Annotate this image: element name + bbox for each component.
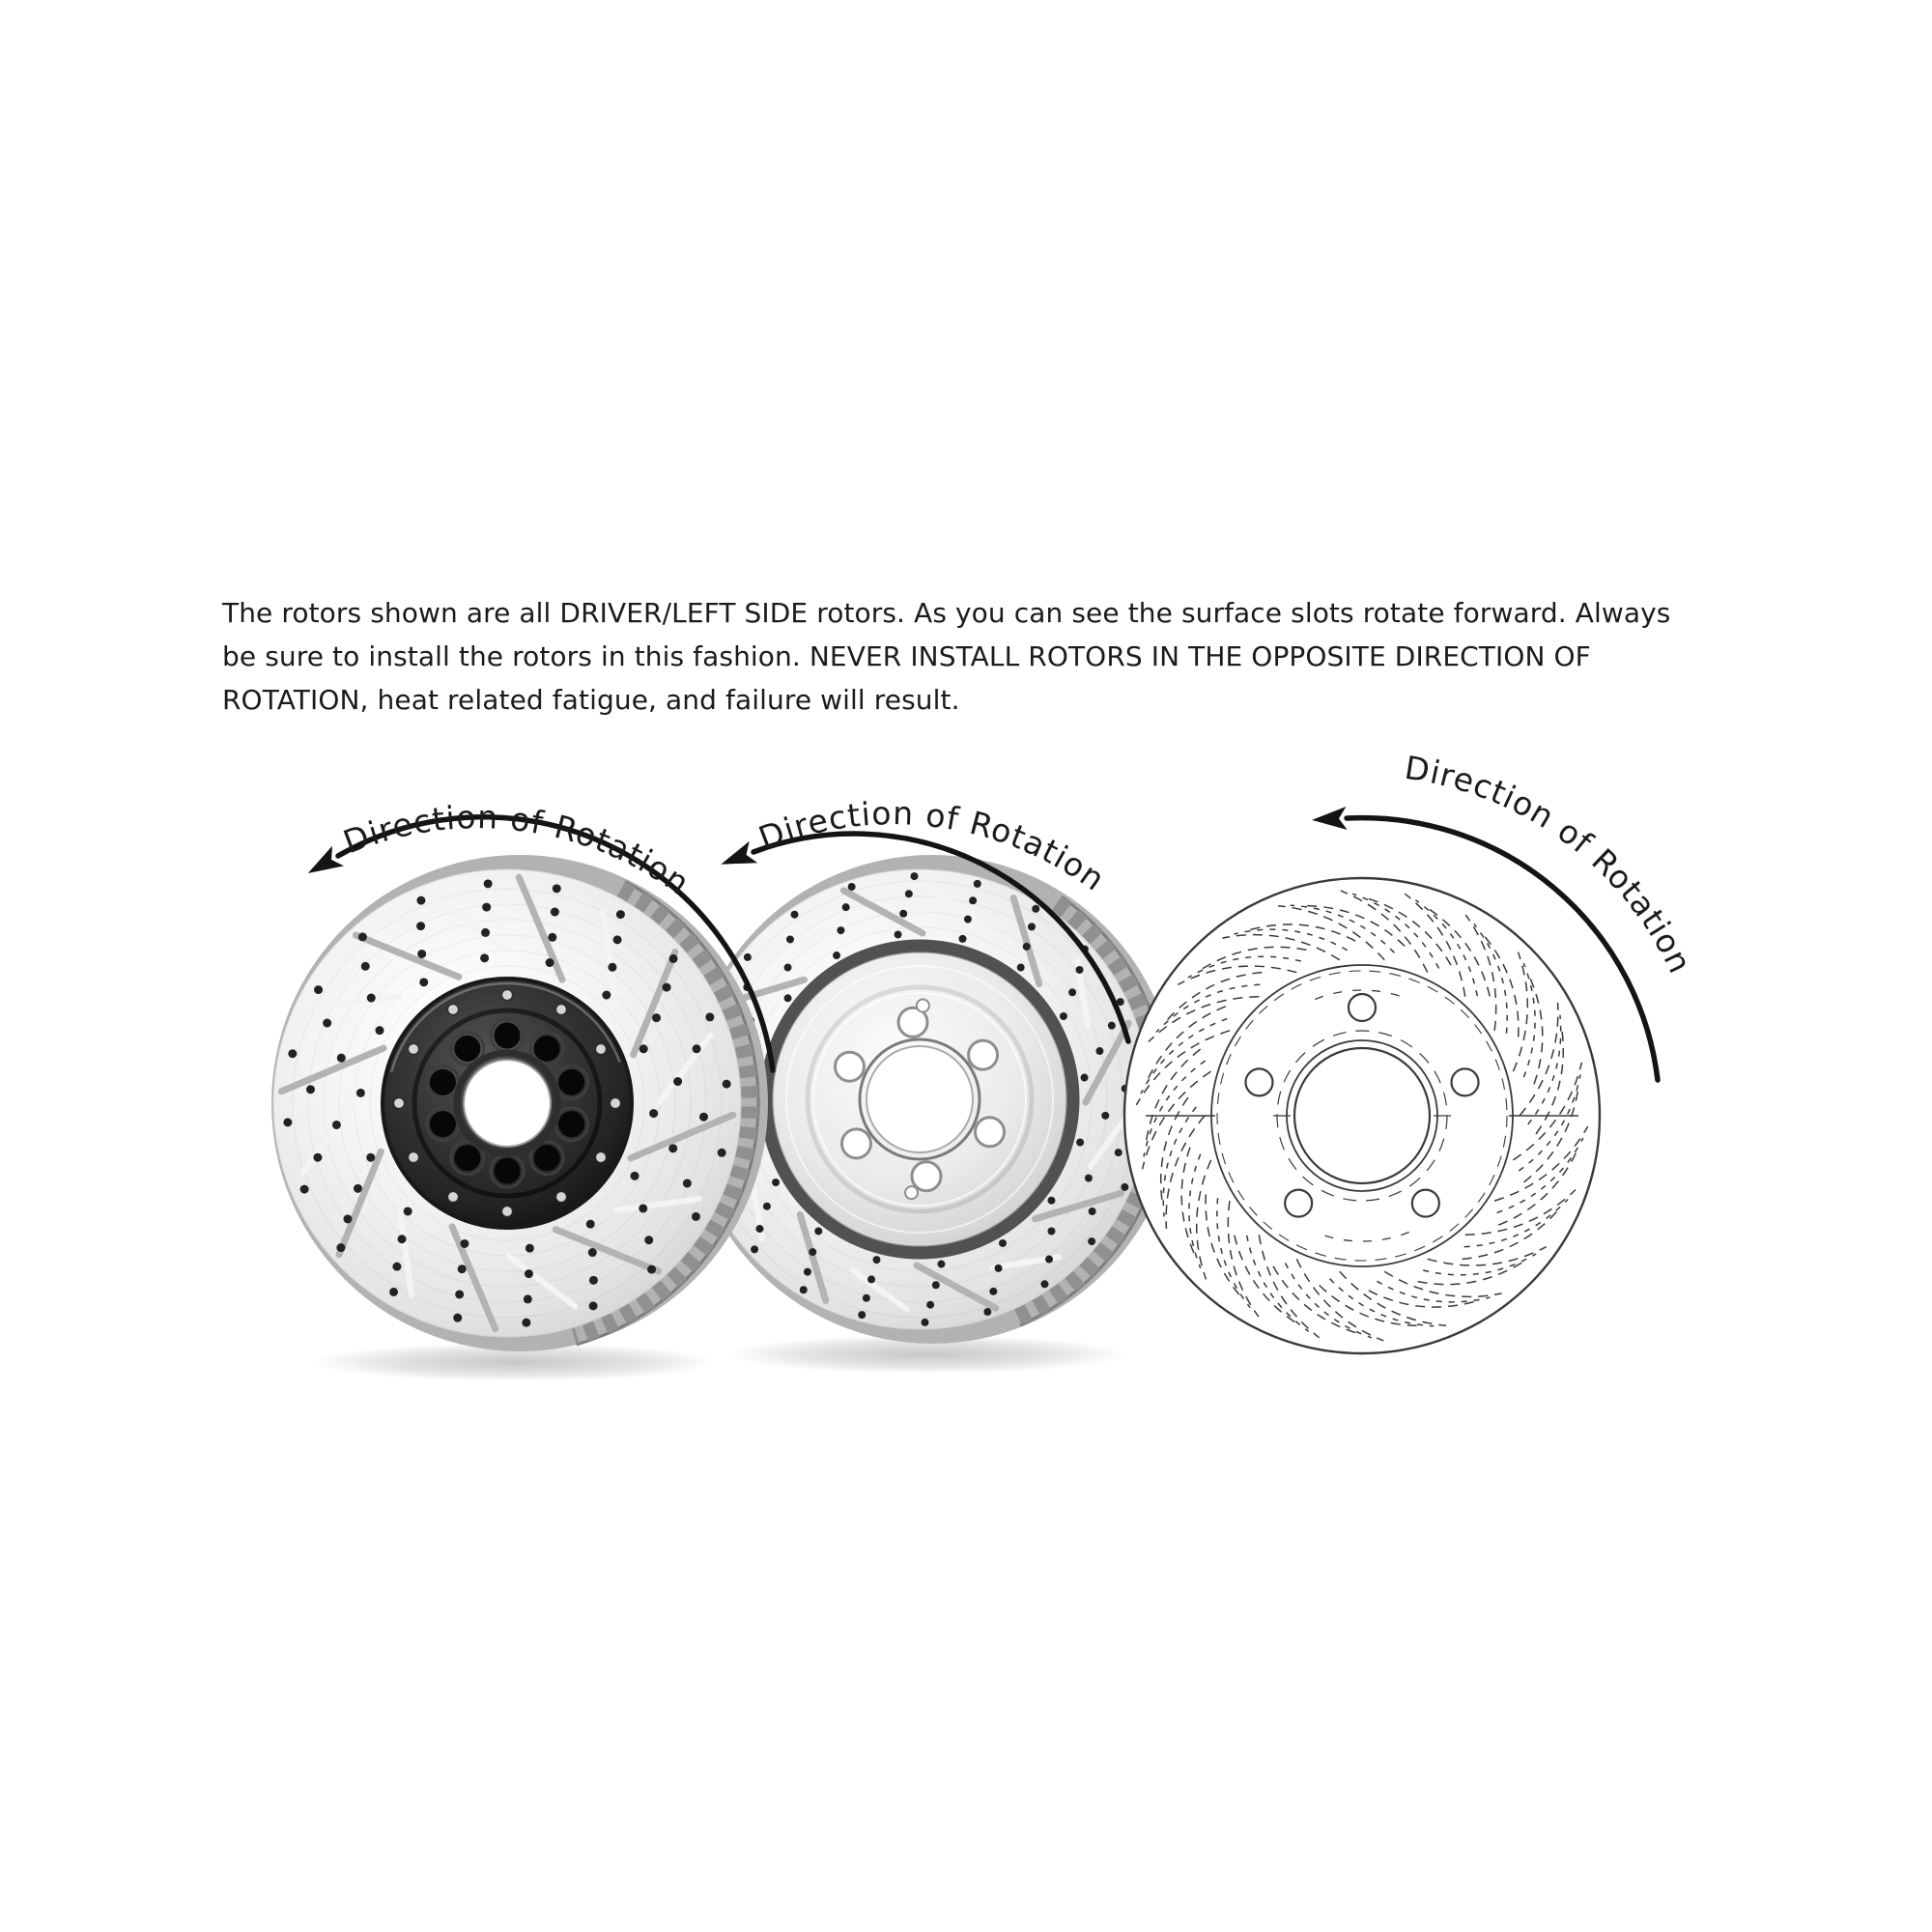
intro-line-2: be sure to install the rotors in this fashion. NEVER INSTALL ROTORS IN THE OPPOSITE DIRECTION OF: [222, 640, 1591, 672]
hub-hole: [495, 1023, 521, 1049]
hub-rivet: [448, 1005, 459, 1015]
lug-hole: [1349, 994, 1376, 1021]
hub-rivet: [502, 1207, 513, 1217]
rotor-photo-black-hub: [271, 855, 768, 1381]
small-hole: [917, 1000, 929, 1012]
small-hole: [905, 1186, 918, 1199]
hub-rivet: [556, 1005, 567, 1015]
hub-hole: [534, 1036, 560, 1062]
center-bore: [1294, 1048, 1430, 1183]
hub-hole: [430, 1111, 456, 1137]
lug-hole: [969, 1040, 998, 1069]
center-bore: [464, 1060, 551, 1147]
hub-hole: [558, 1111, 584, 1137]
lug-hole: [976, 1118, 1005, 1147]
lug-hole: [835, 1052, 864, 1081]
hub-hole: [495, 1158, 521, 1184]
rotor-line-drawing: [1124, 878, 1600, 1353]
lug-hole: [912, 1162, 941, 1191]
hub-rivet: [394, 1098, 405, 1109]
rotation-label-text-2: Direction of Rotation: [753, 794, 1113, 899]
hub-rivet: [611, 1098, 621, 1109]
rotor-hub: [766, 946, 1073, 1253]
hub-rivet: [448, 1191, 459, 1202]
center-bore: [867, 1046, 973, 1152]
lug-hole: [1412, 1190, 1439, 1217]
hub-rivet: [502, 990, 513, 1001]
lug-hole: [1245, 1068, 1272, 1095]
rotation-label-text-3: Direction of Rotation: [1402, 748, 1700, 980]
lug-hole: [1452, 1068, 1479, 1095]
rotor-hub: [381, 977, 634, 1230]
hub-rivet: [595, 1044, 606, 1055]
hub-hole: [534, 1145, 560, 1171]
intro-line-3: ROTATION, heat related fatigue, and failure will result.: [222, 684, 960, 716]
rotation-label-text-1: Direction of Rotation: [338, 798, 697, 902]
hub-rivet: [409, 1044, 419, 1055]
hub-rivet: [409, 1152, 419, 1163]
hub-hole: [454, 1145, 480, 1171]
hub-rivet: [556, 1191, 567, 1202]
lug-hole: [841, 1129, 870, 1158]
hub-rivet: [595, 1152, 606, 1163]
hub-hole: [558, 1069, 584, 1095]
hub-hole: [454, 1036, 480, 1062]
hub-hole: [430, 1069, 456, 1095]
intro-line-1: The rotors shown are all DRIVER/LEFT SIDE rotors. As you can see the surface slots rotate forward. Always: [222, 597, 1671, 629]
lug-hole: [1285, 1190, 1312, 1217]
